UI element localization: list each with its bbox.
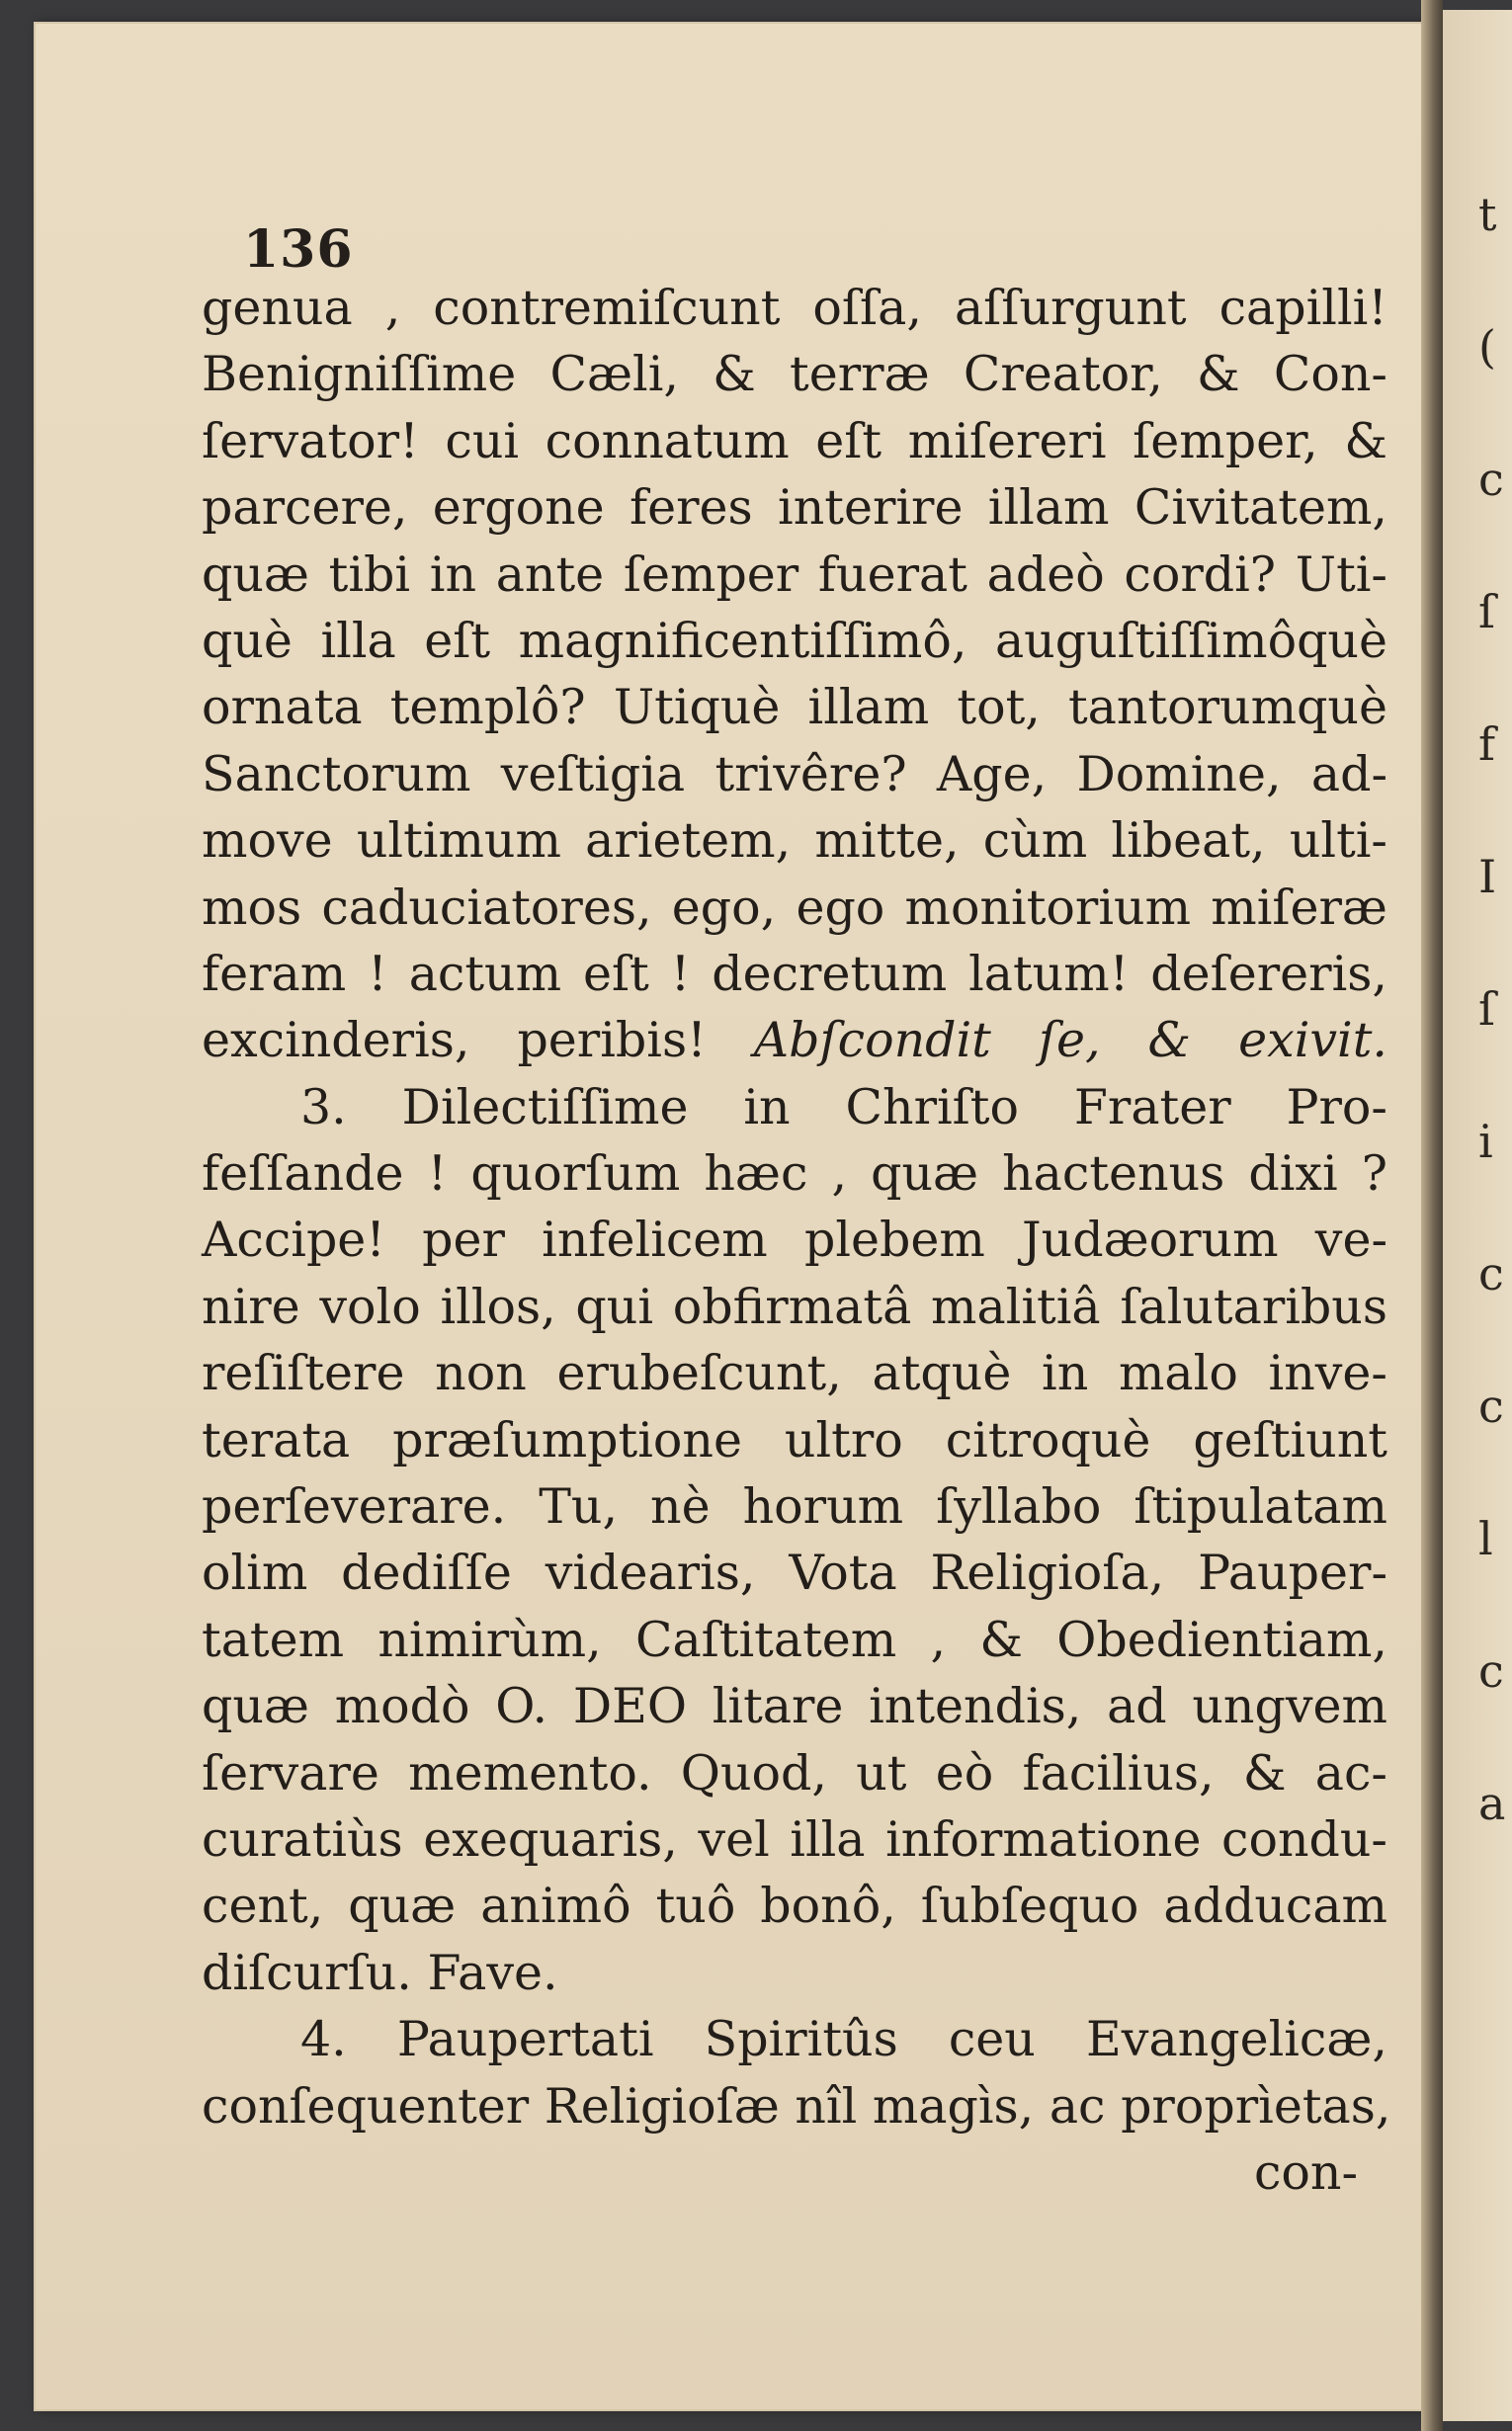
text-line-content: move ultimum arietem, mitte, cùm libeat, ulti- bbox=[202, 812, 1387, 870]
text-line-content: ornata templô? Utiquè illam tot, tantorumquè bbox=[202, 679, 1387, 736]
book-page bbox=[34, 22, 1435, 2411]
text-line bbox=[202, 674, 1387, 740]
facing-page-glyph: f bbox=[1478, 717, 1496, 771]
text-line-content: Benigniſſime Cæli, & terræ Creator, & Con- bbox=[202, 346, 1387, 403]
text-line-content: cent, quæ animô tuô bonô, ſubſequo adducam bbox=[202, 1878, 1387, 1935]
text-line bbox=[202, 408, 1387, 474]
text-line bbox=[202, 807, 1387, 874]
text-line bbox=[202, 474, 1387, 541]
text-line-content: 4. Paupertati Spiritûs ceu Evangelicæ, bbox=[300, 2011, 1387, 2068]
text-line bbox=[202, 1873, 1387, 1939]
text-line bbox=[202, 608, 1387, 674]
catchword: con- bbox=[1253, 2143, 1358, 2201]
text-line-content: quæ modò O. DEO litare intendis, ad ungvem bbox=[202, 1678, 1387, 1735]
text-line-content: nire volo illos, qui obfirmatâ malitiâ ſalutaribus bbox=[202, 1278, 1387, 1335]
facing-page-edge bbox=[1443, 10, 1512, 2421]
text-line-content: genua , contremiſcunt oſſa, aſſurgunt capilli! bbox=[202, 280, 1387, 336]
facing-page-glyph: a bbox=[1478, 1777, 1506, 1830]
text-line bbox=[202, 2073, 1391, 2139]
text-line bbox=[202, 1607, 1387, 1673]
facing-page-glyph: I bbox=[1478, 850, 1497, 903]
text-line-content: reſiſtere non erubeſcunt, atquè in malo inve- bbox=[202, 1345, 1387, 1402]
text-line-content: olim dediſſe videaris, Vota Religioſa, Pauper- bbox=[202, 1545, 1387, 1602]
text-block bbox=[202, 275, 1391, 2206]
text-line-content: ſervare memento. Quod, ut eò facilius, & ac- bbox=[202, 1744, 1387, 1802]
text-line-content: diſcurſu. Fave. bbox=[202, 1944, 558, 2001]
text-line-content: parcere, ergone feres interire illam Civitatem, bbox=[202, 479, 1387, 537]
facing-page-glyph: ( bbox=[1478, 320, 1496, 374]
text-line-content: tatem nimirùm, Caſtitatem , & Obedientiam, bbox=[202, 1611, 1387, 1668]
text-line bbox=[202, 2006, 1387, 2072]
text-line bbox=[202, 275, 1387, 341]
facing-page-glyph: i bbox=[1478, 1115, 1493, 1168]
text-line bbox=[202, 1274, 1387, 1340]
text-line bbox=[202, 1740, 1387, 1806]
text-line bbox=[202, 1140, 1387, 1207]
text-line-content: excinderis, peribis! bbox=[202, 1012, 707, 1069]
facing-page-glyph: c bbox=[1478, 1644, 1504, 1698]
text-line bbox=[202, 1074, 1387, 1140]
text-line-content: Accipe! per infelicem plebem Judæorum ve- bbox=[202, 1212, 1387, 1269]
text-line-content: feram ! actum eſt ! decretum latum! deſereris, bbox=[202, 945, 1387, 1002]
text-line bbox=[202, 1806, 1387, 1873]
text-line bbox=[202, 1540, 1387, 1606]
facing-page-glyph: ſ bbox=[1478, 585, 1496, 638]
text-line-content: curatiùs exequaris, vel illa informatione condu- bbox=[202, 1810, 1387, 1868]
facing-page-glyph: c bbox=[1478, 1380, 1504, 1433]
text-line-content: feſſande ! quorſum hæc , quæ hactenus dixi ? bbox=[202, 1145, 1387, 1203]
book-gutter bbox=[1421, 0, 1443, 2431]
text-line-content: perſeverare. Tu, nè horum ſyllabo ſtipulatam bbox=[202, 1478, 1387, 1536]
text-line-content: 3. Dilectiſſime in Chriſto Frater Pro- bbox=[300, 1078, 1387, 1135]
text-line bbox=[202, 542, 1387, 608]
facing-page-glyph: t bbox=[1478, 188, 1497, 241]
italic-phrase: Abſcondit ſe, & exivit. bbox=[753, 1012, 1387, 1069]
facing-page-glyph: ſ bbox=[1478, 982, 1496, 1036]
text-line-content: conſequenter Religioſæ nîl magìs, ac proprìetas, bbox=[202, 2077, 1391, 2135]
text-line-content: ſervator! cui connatum eſt miſereri ſemper, & bbox=[202, 412, 1387, 469]
text-line bbox=[202, 341, 1387, 407]
text-line-content: Sanctorum veſtigia trivêre? Age, Domine, ad- bbox=[202, 745, 1387, 802]
page-number: 136 bbox=[243, 219, 354, 280]
text-line bbox=[202, 875, 1387, 941]
facing-page-glyph: c bbox=[1478, 453, 1504, 506]
text-line bbox=[202, 741, 1387, 807]
text-line bbox=[202, 1407, 1387, 1473]
text-line-content: quæ tibi in ante ſemper fuerat adeò cordi? Uti- bbox=[202, 545, 1387, 603]
text-line-content: mos caduciatores, ego, ego monitorium miſeræ bbox=[202, 879, 1387, 936]
text-line bbox=[202, 941, 1387, 1007]
facing-page-glyph: l bbox=[1478, 1512, 1493, 1565]
facing-page-glyph: c bbox=[1478, 1247, 1504, 1300]
text-line bbox=[202, 1340, 1387, 1406]
text-line bbox=[202, 1007, 1387, 1073]
text-line-content: què illa eſt magnificentiſſimô, auguſtiſſimôquè bbox=[202, 612, 1387, 669]
text-line bbox=[202, 1207, 1387, 1273]
text-line bbox=[202, 1473, 1387, 1540]
text-line bbox=[202, 1673, 1387, 1739]
text-line-content: terata præſumptione ultro citroquè geſtiunt bbox=[202, 1411, 1387, 1468]
text-line bbox=[202, 1940, 1387, 2006]
